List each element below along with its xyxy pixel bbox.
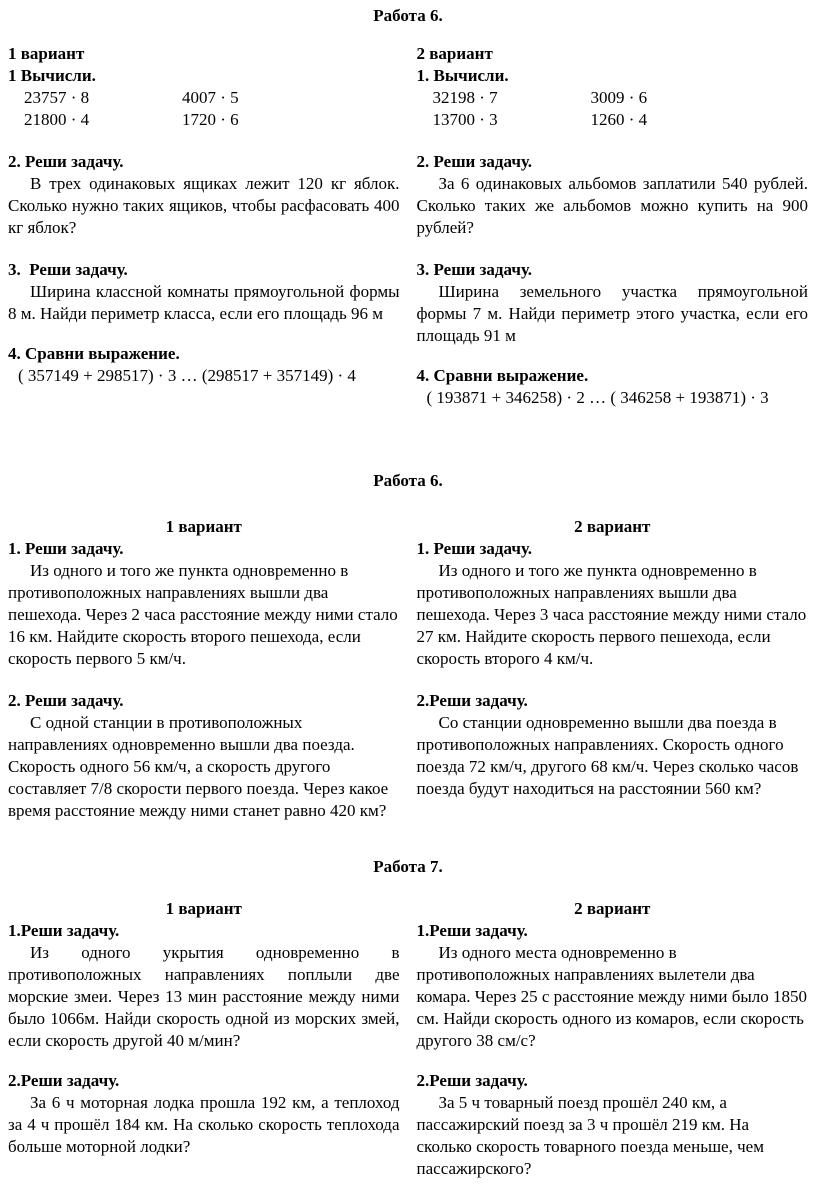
task	[417, 365, 809, 409]
section-3-variant-1-column	[8, 878, 400, 1180]
task-heading: 1.Реши задачу.	[8, 921, 120, 940]
task-text: С одной станции в противоположных направлениях одновременно вышли два поезда. Скорость одного 56 км/ч, а скорость другого составляет 7/8 скорости первого поезда. Через какое время расстояние между ними станет равно 420 км?	[8, 713, 389, 820]
task-heading: 2. Реши задачу.	[416, 152, 532, 171]
task	[8, 151, 400, 239]
calc-row	[8, 109, 400, 131]
calc-heading: 1 Вычисли.	[8, 66, 96, 85]
section-1-variant-1-column	[8, 27, 400, 409]
task-heading: 2. Реши задачу.	[8, 691, 124, 710]
task-heading: 2.Реши задачу.	[416, 691, 528, 710]
section-2-variant-1-column	[8, 492, 400, 822]
task-heading: 4. Сравни выражение.	[8, 344, 180, 363]
task-heading: 4. Сравни выражение.	[416, 366, 589, 385]
variant-label: 2 вариант	[574, 899, 651, 918]
task-heading: 1.Реши задачу.	[416, 921, 528, 940]
comparison-expression: ( 193871 + 346258) · 2 … ( 346258 + 193871) · 3	[426, 388, 769, 407]
variant-label: 2 вариант	[574, 517, 651, 536]
calc-row	[417, 87, 809, 109]
task-heading: 2. Реши задачу.	[8, 152, 124, 171]
task-heading: 1. Реши задачу.	[416, 539, 532, 558]
calc-expression: 1260 · 4	[590, 110, 648, 129]
task	[417, 151, 809, 239]
task	[417, 690, 809, 800]
task-text: Из одного укрытия одновременно в противоположных направлениях поплыли две морские змеи. Через 13 мин расстояние между ними было 1066м. Найди скорость одной из морских змей, если скорость другой 40 м/мин?	[8, 943, 400, 1050]
variant-label: 1 вариант	[8, 44, 85, 63]
task	[8, 259, 400, 325]
task	[417, 920, 809, 1052]
calc-expression: 13700 · 3	[432, 110, 498, 129]
task-heading: 2.Реши задачу.	[416, 1071, 528, 1090]
task-text: За 6 одинаковых альбомов заплатили 540 рублей. Сколько таких же альбомов можно купить на 900 рублей?	[416, 174, 808, 237]
task-heading: 3. Реши задачу.	[416, 260, 532, 279]
task	[8, 343, 400, 387]
section-2-columns	[0, 492, 816, 822]
task	[417, 259, 809, 347]
task-text: Из одного и того же пункта одновременно в противоположных направлениях вышли два пешехода. Через 2 часа расстояние между ними стало 16 км. Найдите скорость второго пешехода, если скорость первого 5 км/ч.	[8, 561, 398, 668]
task-text: Из одного и того же пункта одновременно в противоположных направлениях вышли два пешехода. Через 3 часа расстояние между ними стало 27 км. Найдите скорость первого пешехода, если скорость второго 4 км/ч.	[416, 561, 807, 668]
task-heading: 3. Реши задачу.	[8, 260, 128, 279]
task-heading: 1. Реши задачу.	[8, 539, 124, 558]
task	[8, 690, 400, 822]
section-1-columns	[0, 27, 816, 409]
section-3-variant-2-column	[417, 878, 809, 1180]
comparison-expression: ( 357149 + 298517) · 3 … (298517 + 357149) · 4	[18, 366, 356, 385]
variant-label: 2 вариант	[416, 44, 493, 63]
calc-row	[417, 109, 809, 131]
task-text: Со станции одновременно вышли два поезда в противоположных направлениях. Скорость одного поезда 72 км/ч, другого 68 км/ч. Через сколько часов поезда будут находиться на расстоянии 560 км?	[416, 713, 799, 798]
section-2-title: Работа 6.	[373, 471, 443, 490]
section-1-title: Работа 6.	[373, 6, 443, 25]
calc-heading: 1. Вычисли.	[416, 66, 509, 85]
task	[417, 1070, 809, 1180]
task	[8, 1070, 400, 1158]
calc-row	[8, 87, 400, 109]
task	[417, 538, 809, 670]
task	[8, 538, 400, 670]
variant-label: 1 вариант	[165, 899, 242, 918]
task-text: За 5 ч товарный поезд прошёл 240 км, а пассажирский поезд за 3 ч прошёл 219 км. На сколько скорость товарного поезда меньше, чем пассажирского?	[416, 1093, 764, 1178]
section-3-columns	[0, 878, 816, 1180]
task-text: Ширина классной комнаты прямоугольной формы 8 м. Найди периметр класса, если его площадь 96 м	[8, 282, 400, 323]
task	[8, 920, 400, 1052]
variant-label: 1 вариант	[165, 517, 242, 536]
task-text: Ширина земельного участка прямоугольной формы 7 м. Найди периметр этого участка, если его площадь 91 м	[416, 282, 808, 345]
calc-expression: 4007 · 5	[182, 88, 239, 107]
calc-expression: 3009 · 6	[590, 88, 648, 107]
task-text: За 6 ч моторная лодка прошла 192 км, а теплоход за 4 ч прошёл 184 км. На сколько скорость теплохода больше моторной лодки?	[8, 1093, 400, 1156]
calc-expression: 1720 · 6	[182, 110, 239, 129]
task-text: Из одного места одновременно в противоположных направлениях вылетели два комара. Через 25 с расстояние между ними было 1850 см. Найди скорость одного из комаров, если скорость другого 38 см/с?	[416, 943, 808, 1050]
task-heading: 2.Реши задачу.	[8, 1071, 120, 1090]
section-3-title: Работа 7.	[373, 857, 443, 876]
section-1-variant-2-column	[417, 27, 809, 409]
calc-expression: 23757 · 8	[24, 88, 90, 107]
task-text: В трех одинаковых ящиках лежит 120 кг яблок. Сколько нужно таких ящиков, чтобы расфасовать 400 кг яблок?	[8, 174, 400, 237]
section-2-variant-2-column	[417, 492, 809, 822]
calc-expression: 21800 · 4	[24, 110, 90, 129]
calc-expression: 32198 · 7	[432, 88, 498, 107]
